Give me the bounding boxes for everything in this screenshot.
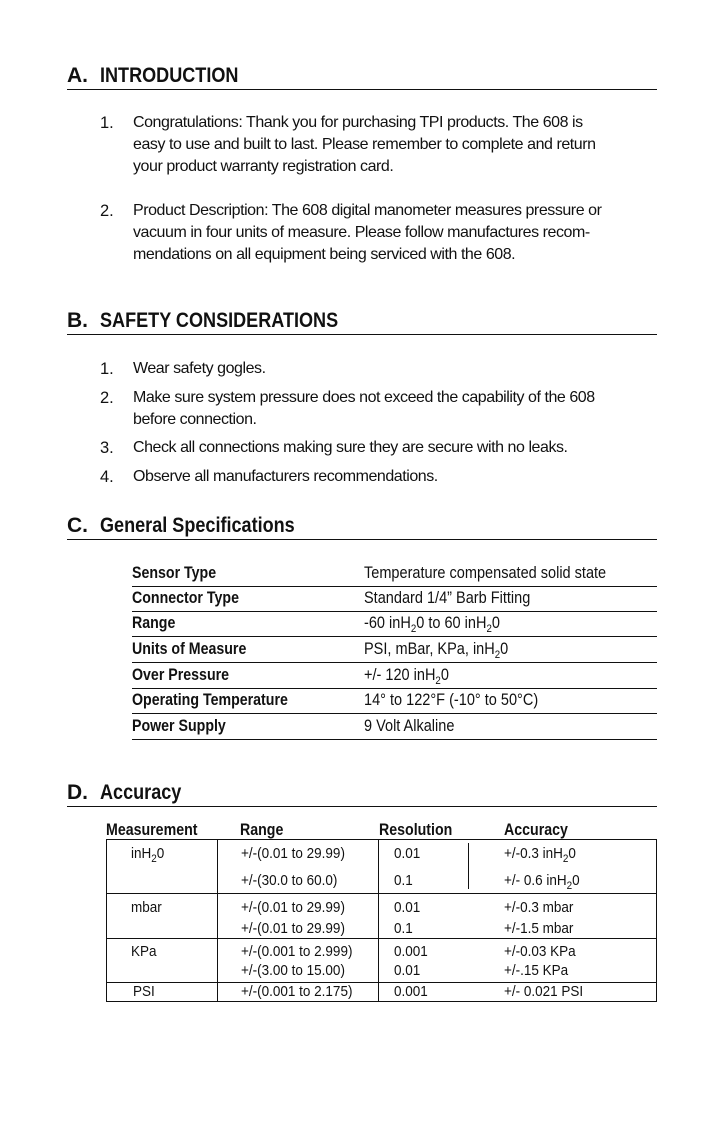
table-column-divider <box>217 840 218 1001</box>
item-text: Observe all manufacturers recommendations. <box>133 468 438 485</box>
range-cell: +/-(0.01 to 29.99) <box>241 899 345 916</box>
spec-value: 9 Volt Alkaline <box>364 717 455 735</box>
accuracy-cell: +/- 0.021 PSI <box>504 983 584 1000</box>
measurement-unit: inH$_2$0 <box>131 845 165 865</box>
section-letter: B. <box>67 309 88 332</box>
item-number: 4. <box>100 468 114 486</box>
section-heading-specifications <box>67 514 657 540</box>
accuracy-cell: +/-0.3 mbar <box>504 899 574 916</box>
table-column-divider <box>468 843 469 889</box>
accuracy-cell: +/-1.5 mbar <box>504 920 574 937</box>
spec-label: Power Supply <box>132 717 226 735</box>
spec-row <box>132 561 657 587</box>
resolution-cell: 0.01 <box>394 845 421 862</box>
item-number: 3. <box>100 439 114 457</box>
spec-label: Over Pressure <box>132 666 230 684</box>
spec-label: Operating Temperature <box>132 691 288 709</box>
resolution-cell: 0.1 <box>394 872 413 889</box>
spec-value: 14° to 122°F (-10° to 50°C) <box>364 691 539 709</box>
range-cell: +/-(0.001 to 2.999) <box>241 943 353 960</box>
resolution-cell: 0.01 <box>394 899 421 916</box>
section-title: General Specifications <box>100 514 295 537</box>
spec-value: Standard 1/4” Barb Fitting <box>364 589 531 607</box>
accuracy-cell: +/-0.3 inH$_2$0 <box>504 845 576 865</box>
section-title: INTRODUCTION <box>100 64 239 87</box>
resolution-cell: 0.01 <box>394 962 421 979</box>
item-number: 2. <box>100 389 114 407</box>
column-header-accuracy: Accuracy <box>504 821 568 839</box>
range-cell: +/-(0.001 to 2.175) <box>241 983 353 1000</box>
item-number: 1. <box>100 114 114 132</box>
spec-label: Range <box>132 614 176 632</box>
spec-label: Units of Measure <box>132 640 247 658</box>
spec-row <box>132 714 657 740</box>
item-text: Congratulations: Thank you for purchasing TPI products. The 608 is easy to use and built to last. Please remember to complete and return your product warranty registration card. <box>133 114 596 175</box>
item-text: Check all connections making sure they are secure with no leaks. <box>133 439 568 456</box>
section-title: Accuracy <box>100 781 182 804</box>
resolution-cell: 0.001 <box>394 983 428 1000</box>
range-cell: +/-(0.01 to 29.99) <box>241 845 345 862</box>
item-number: 2. <box>100 202 114 220</box>
accuracy-cell: +/-0.03 KPa <box>504 943 576 960</box>
section-heading-introduction <box>67 64 657 90</box>
item-text: Wear safety gogles. <box>133 360 266 377</box>
section-heading-safety <box>67 309 657 335</box>
spec-label: Sensor Type <box>132 564 217 582</box>
spec-value: -60 inH$_2$0 to 60 inH$_2$0 <box>364 614 500 635</box>
resolution-cell: 0.1 <box>394 920 413 937</box>
spec-row <box>132 586 657 612</box>
spec-row <box>132 663 657 689</box>
column-header-measurement: Measurement <box>106 821 198 839</box>
spec-value: Temperature compensated solid state <box>364 564 607 582</box>
section-letter: C. <box>67 514 88 537</box>
table-column-divider <box>378 840 379 1001</box>
item-text: Make sure system pressure does not exceed the capability of the 608 before connection. <box>133 389 595 428</box>
item-text: Product Description: The 608 digital manometer measures pressure or vacuum in four units of measure. Please follow manufactures recom- mendations on all equipment being serviced with the 608. <box>133 202 602 263</box>
column-header-range: Range <box>240 821 284 839</box>
accuracy-cell: +/-.15 KPa <box>504 962 569 979</box>
section-letter: A. <box>67 64 88 87</box>
section-title: SAFETY CONSIDERATIONS <box>100 309 339 332</box>
measurement-unit: KPa <box>131 943 157 960</box>
range-cell: +/-(0.01 to 29.99) <box>241 920 345 937</box>
resolution-cell: 0.001 <box>394 943 428 960</box>
spec-label: Connector Type <box>132 589 239 607</box>
measurement-unit: mbar <box>131 899 162 916</box>
column-header-resolution: Resolution <box>379 821 453 839</box>
accuracy-cell: +/- 0.6 inH$_2$0 <box>504 872 580 892</box>
section-heading-accuracy <box>67 781 657 807</box>
item-number: 1. <box>100 360 114 378</box>
range-cell: +/-(3.00 to 15.00) <box>241 962 345 979</box>
section-letter: D. <box>67 781 88 804</box>
range-cell: +/-(30.0 to 60.0) <box>241 872 338 889</box>
spec-row <box>132 688 657 714</box>
spec-value: +/- 120 inH$_2$0 <box>364 666 449 687</box>
measurement-unit: PSI <box>133 983 155 1000</box>
table-group-box <box>106 893 657 939</box>
spec-row <box>132 611 657 637</box>
spec-value: PSI, mBar, KPa, inH$_2$0 <box>364 640 509 661</box>
spec-row <box>132 637 657 663</box>
